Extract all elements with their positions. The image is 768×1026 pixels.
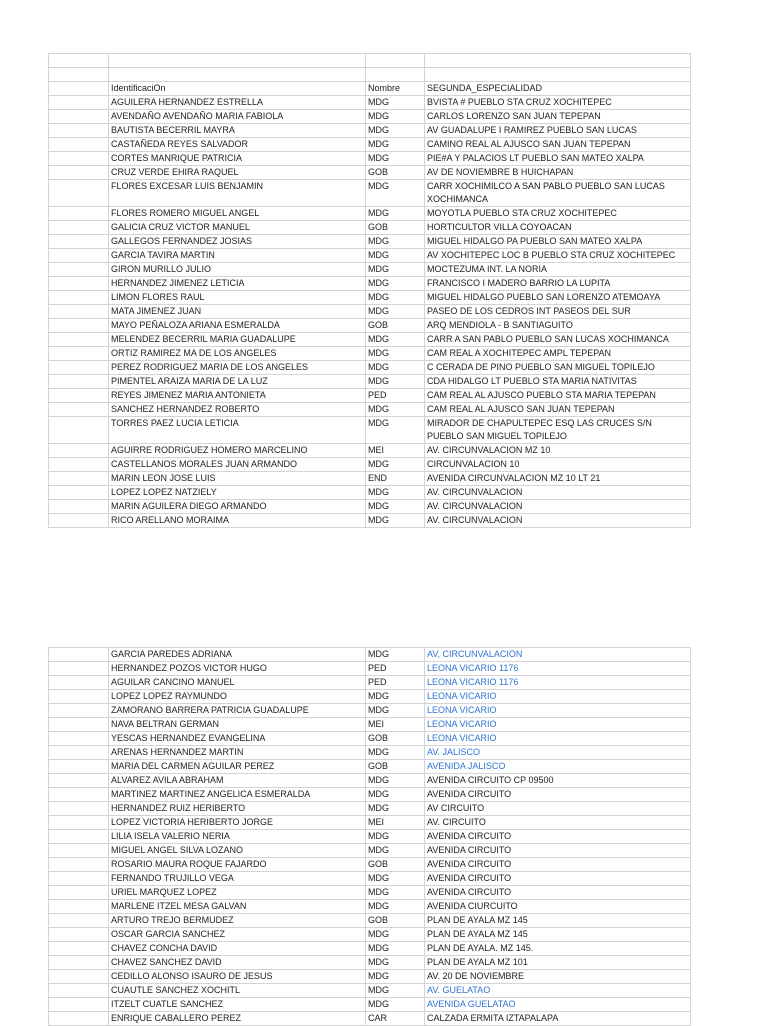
code-cell[interactable]: PED [366,389,425,403]
code-cell[interactable]: MEI [366,816,425,830]
table-row [49,760,691,774]
name-cell[interactable]: PEREZ RODRIGUEZ MARIA DE LOS ANGELES [109,361,366,375]
name-cell[interactable]: CEDILLO ALONSO ISAURO DE JESUS [109,970,366,984]
name-cell[interactable]: MARIN LEON JOSE LUIS [109,472,366,486]
name-cell[interactable]: GIRON MURILLO JULIO [109,263,366,277]
code-cell[interactable]: MDG [366,872,425,886]
row-index-cell[interactable] [49,760,109,774]
row-index-cell[interactable] [49,221,109,235]
address-cell[interactable]: AV. CIRCUNVALACION MZ 10 [425,444,691,458]
row-index-cell[interactable] [49,774,109,788]
name-cell[interactable]: CUAUTLE SANCHEZ XOCHITL [109,984,366,998]
address-cell[interactable]: AVENIDA CIRCUITO [425,830,691,844]
address-cell[interactable]: AVENIDA CIRCUITO [425,788,691,802]
table-row [49,138,691,152]
table-row [49,956,691,970]
table-row [49,858,691,872]
row-index-cell[interactable] [49,361,109,375]
code-cell[interactable]: MDG [366,648,425,662]
name-cell[interactable]: LIMON FLORES RAUL [109,291,366,305]
code-cell[interactable]: MDG [366,347,425,361]
name-cell[interactable]: CORTES MANRIQUE PATRICIA [109,152,366,166]
table-row [49,472,691,486]
row-index-cell[interactable] [49,858,109,872]
row-index-cell[interactable] [49,676,109,690]
address-cell[interactable]: FRANCISCO I MADERO BARRIO LA LUPITA [425,277,691,291]
table-row [49,417,691,444]
name-cell[interactable]: GALLEGOS FERNANDEZ JOSIAS [109,235,366,249]
table-row [49,844,691,858]
code-cell[interactable]: MDG [366,802,425,816]
name-cell[interactable]: LOPEZ LOPEZ NATZIELY [109,486,366,500]
row-index-cell[interactable] [49,291,109,305]
address-cell[interactable]: LEONA VICARIO [425,690,691,704]
row-index-cell[interactable] [49,263,109,277]
code-cell[interactable]: GOB [366,221,425,235]
row-index-cell[interactable] [49,788,109,802]
row-index-cell[interactable] [49,417,109,444]
table-row [49,180,691,207]
code-cell[interactable]: MDG [366,235,425,249]
name-cell[interactable]: LOPEZ VICTORIA HERIBERTO JORGE [109,816,366,830]
table-row [49,124,691,138]
row-index-cell[interactable] [49,886,109,900]
row-index-cell[interactable] [49,235,109,249]
table-row [49,249,691,263]
row-index-cell[interactable] [49,403,109,417]
name-cell[interactable]: ENRIQUE CABALLERO PEREZ [109,1012,366,1026]
table-row [49,514,691,528]
address-cell[interactable]: AVENIDA CIRCUITO [425,886,691,900]
table-row [49,263,691,277]
address-cell[interactable]: PLAN DE AYALA MZ 145 [425,914,691,928]
table-row [49,152,691,166]
row-index-cell[interactable] [49,956,109,970]
cell[interactable] [425,54,691,68]
table-row [49,704,691,718]
row-index-cell[interactable] [49,816,109,830]
code-cell[interactable]: MDG [366,138,425,152]
row-index-cell[interactable] [49,514,109,528]
code-cell[interactable]: MDG [366,746,425,760]
table-row [49,676,691,690]
row-index-cell[interactable] [49,472,109,486]
code-cell[interactable]: MDG [366,333,425,347]
code-cell[interactable]: MDG [366,180,425,207]
name-cell[interactable]: ARTURO TREJO BERMUDEZ [109,914,366,928]
cell[interactable] [49,68,109,82]
row-index-cell[interactable] [49,389,109,403]
row-index-cell[interactable] [49,166,109,180]
address-cell[interactable]: AV DE NOVIEMBRE B HUICHAPAN [425,166,691,180]
table-row [49,305,691,319]
row-index-cell[interactable] [49,138,109,152]
name-cell[interactable]: MARTINEZ MARTINEZ ANGELICA ESMERALDA [109,788,366,802]
address-cell[interactable]: AV. CIRCUNVALACION [425,514,691,528]
cell[interactable] [366,68,425,82]
address-cell[interactable]: CAM REAL A XOCHITEPEC AMPL TEPEPAN [425,347,691,361]
cell[interactable] [366,54,425,68]
row-index-cell[interactable] [49,124,109,138]
empty-row [49,68,691,82]
table-row [49,207,691,221]
address-cell[interactable]: AVENIDA CIRCUITO [425,844,691,858]
address-cell[interactable]: PIE#A Y PALACIOS LT PUEBLO SAN MATEO XALPA [425,152,691,166]
name-cell[interactable]: MARLENE ITZEL MESA GALVAN [109,900,366,914]
name-cell[interactable]: ITZELT CUATLE SANCHEZ [109,998,366,1012]
row-index-cell[interactable] [49,110,109,124]
code-cell[interactable]: MDG [366,956,425,970]
address-cell[interactable]: CAM REAL AL AJUSCO SAN JUAN TEPEPAN [425,403,691,417]
code-cell[interactable]: CAR [366,1012,425,1026]
code-cell[interactable]: MDG [366,928,425,942]
row-index-cell[interactable] [49,152,109,166]
table-row [49,648,691,662]
code-cell[interactable]: MDG [366,942,425,956]
code-cell[interactable]: MDG [366,263,425,277]
name-cell[interactable]: CHAVEZ CONCHA DAVID [109,942,366,956]
code-cell[interactable]: MEI [366,718,425,732]
name-cell[interactable]: YESCAS HERNANDEZ EVANGELINA [109,732,366,746]
row-index-cell[interactable] [49,746,109,760]
code-cell[interactable]: MDG [366,152,425,166]
address-cell[interactable]: AVENIDA GUELATAO [425,998,691,1012]
row-index-cell[interactable] [49,830,109,844]
row-index-cell[interactable] [49,900,109,914]
row-index-cell[interactable] [49,662,109,676]
name-cell[interactable]: ALVAREZ AVILA ABRAHAM [109,774,366,788]
address-cell[interactable]: AV. CIRCUNVALACION [425,486,691,500]
name-cell[interactable]: CASTELLANOS MORALES JUAN ARMANDO [109,458,366,472]
address-cell[interactable]: MOYOTLA PUEBLO STA CRUZ XOCHITEPEC [425,207,691,221]
name-cell[interactable]: MATA JIMENEZ JUAN [109,305,366,319]
code-cell[interactable]: MDG [366,970,425,984]
row-index-cell[interactable] [49,375,109,389]
address-cell[interactable]: MIGUEL HIDALGO PA PUEBLO SAN MATEO XALPA [425,235,691,249]
code-cell[interactable]: PED [366,676,425,690]
address-cell[interactable]: AVENIDA CIRCUITO [425,872,691,886]
row-index-cell[interactable] [49,718,109,732]
name-cell[interactable]: AGUILAR CANCINO MANUEL [109,676,366,690]
code-cell[interactable]: MDG [366,361,425,375]
name-cell[interactable]: LILIA ISELA VALERIO NERIA [109,830,366,844]
header-segunda-especialidad[interactable]: SEGUNDA_ESPECIALIDAD [425,82,691,96]
name-cell[interactable]: SANCHEZ HERNANDEZ ROBERTO [109,403,366,417]
table-row [49,110,691,124]
address-cell[interactable]: AVENIDA CIURCUITO [425,900,691,914]
row-index-cell[interactable] [49,984,109,998]
address-cell[interactable]: CARR A SAN PABLO PUEBLO SAN LUCAS XOCHIMANCA [425,333,691,347]
code-cell[interactable]: MDG [366,110,425,124]
name-cell[interactable]: BAUTISTA BECERRIL MAYRA [109,124,366,138]
address-cell[interactable]: AV. CIRCUITO [425,816,691,830]
address-cell[interactable]: AV. GUELATAO [425,984,691,998]
row-index-cell[interactable] [49,690,109,704]
code-cell[interactable]: GOB [366,319,425,333]
name-cell[interactable]: TORRES PAEZ LUCIA LETICIA [109,417,366,444]
address-cell[interactable]: MIRADOR DE CHAPULTEPEC ESQ LAS CRUCES S/N PUEBLO SAN MIGUEL TOPILEJO [425,417,691,444]
code-cell[interactable]: MDG [366,900,425,914]
address-cell[interactable]: LEONA VICARIO 1176 [425,676,691,690]
row-index-cell[interactable] [49,998,109,1012]
name-cell[interactable]: ORTIZ RAMIREZ MA DE LOS ANGELES [109,347,366,361]
table-row [49,830,691,844]
row-index-cell[interactable] [49,500,109,514]
header-nombre[interactable]: Nombre [366,82,425,96]
address-cell[interactable]: LEONA VICARIO [425,718,691,732]
code-cell[interactable]: MDG [366,500,425,514]
code-cell[interactable]: PED [366,662,425,676]
code-cell[interactable]: MDG [366,704,425,718]
address-cell[interactable]: AV, CIRCUNVALACION [425,648,691,662]
row-index-cell[interactable] [49,802,109,816]
table-row [49,389,691,403]
cell[interactable] [109,54,366,68]
code-cell[interactable]: MDG [366,96,425,110]
name-cell[interactable]: AVENDAÑO AVENDAÑO MARIA FABIOLA [109,110,366,124]
cell[interactable] [49,54,109,68]
table-row [49,277,691,291]
address-cell[interactable]: PLAN DE AYALA MZ 101 [425,956,691,970]
address-cell[interactable]: C CERADA DE PINO PUEBLO SAN MIGUEL TOPILEJO [425,361,691,375]
name-cell[interactable]: MAYO PEÑALOZA ARIANA ESMERALDA [109,319,366,333]
table-row [49,788,691,802]
table-row [49,662,691,676]
row-index-cell[interactable] [49,333,109,347]
table-row [49,166,691,180]
name-cell[interactable]: GARCIA TAVIRA MARTIN [109,249,366,263]
row-index-cell[interactable] [49,732,109,746]
address-cell[interactable]: PASEO DE LOS CEDROS INT PASEOS DEL SUR [425,305,691,319]
table-row [49,500,691,514]
address-cell[interactable]: AVENIDA JALISCO [425,760,691,774]
address-cell[interactable]: AVENIDA CIRCUNVALACION MZ 10 LT 21 [425,472,691,486]
table-row [49,886,691,900]
table-row [49,361,691,375]
code-cell[interactable]: END [366,472,425,486]
code-cell[interactable]: MDG [366,305,425,319]
table-row [49,486,691,500]
code-cell[interactable]: GOB [366,858,425,872]
table-row [49,403,691,417]
table-row [49,774,691,788]
code-cell[interactable]: MDG [366,486,425,500]
name-cell[interactable]: MIGUEL ANGEL SILVA LOZANO [109,844,366,858]
address-cell[interactable]: BVISTA # PUEBLO STA CRUZ XOCHITEPEC [425,96,691,110]
spreadsheet-table-bottom [48,647,691,1026]
row-index-cell[interactable] [49,704,109,718]
name-cell[interactable]: PIMENTEL ARAIZA MARIA DE LA LUZ [109,375,366,389]
table-row [49,375,691,389]
address-cell[interactable]: CARR XOCHIMILCO A SAN PABLO PUEBLO SAN LUCAS XOCHIMANCA [425,180,691,207]
code-cell[interactable]: MDG [366,403,425,417]
code-cell[interactable]: GOB [366,732,425,746]
code-cell[interactable]: MDG [366,291,425,305]
name-cell[interactable]: RICO ARELLANO MORAIMA [109,514,366,528]
code-cell[interactable]: MDG [366,124,425,138]
address-cell[interactable]: LEONA VICARIO 1176 [425,662,691,676]
code-cell[interactable]: MDG [366,417,425,444]
code-cell[interactable]: GOB [366,760,425,774]
code-cell[interactable]: MDG [366,886,425,900]
table-row [49,347,691,361]
code-cell[interactable]: MDG [366,458,425,472]
row-index-cell[interactable] [49,928,109,942]
row-index-cell[interactable] [49,1012,109,1026]
name-cell[interactable]: URIEL MARQUEZ LOPEZ [109,886,366,900]
address-cell[interactable]: CDA HIDALGO LT PUEBLO STA MARIA NATIVITAS [425,375,691,389]
name-cell[interactable]: OSCAR GARCIA SANCHEZ [109,928,366,942]
name-cell[interactable]: HERNANDEZ RUIZ HERIBERTO [109,802,366,816]
cell[interactable] [49,82,109,96]
row-index-cell[interactable] [49,305,109,319]
address-cell[interactable]: AVENIDA CIRCUITO [425,858,691,872]
code-cell[interactable]: MDG [366,984,425,998]
table-row [49,444,691,458]
code-cell[interactable]: MDG [366,830,425,844]
table-row [49,816,691,830]
table-row [49,928,691,942]
cell[interactable] [425,68,691,82]
code-cell[interactable]: MDG [366,514,425,528]
row-index-cell[interactable] [49,458,109,472]
row-index-cell[interactable] [49,444,109,458]
code-cell[interactable]: MDG [366,249,425,263]
table-row [49,221,691,235]
address-cell[interactable]: CALZADA ERMITA IZTAPALAPA [425,1012,691,1026]
address-cell[interactable]: CARLOS LORENZO SAN JUAN TEPEPAN [425,110,691,124]
row-index-cell[interactable] [49,347,109,361]
table-row [49,690,691,704]
name-cell[interactable]: GALICIA CRUZ VICTOR MANUEL [109,221,366,235]
table-row [49,746,691,760]
name-cell[interactable]: FERNANDO TRUJILLO VEGA [109,872,366,886]
address-cell[interactable]: LEONA VICARIO [425,704,691,718]
name-cell[interactable]: AGUILERA HERNANDEZ ESTRELLA [109,96,366,110]
table-row [49,732,691,746]
address-cell[interactable]: AV. CIRCUNVALACION [425,500,691,514]
table-row [49,235,691,249]
row-index-cell[interactable] [49,319,109,333]
table-row [49,96,691,110]
address-cell[interactable]: AV. 20 DE NOVIEMBRE [425,970,691,984]
row-index-cell[interactable] [49,180,109,207]
address-cell[interactable]: AV GUADALUPE I RAMIREZ PUEBLO SAN LUCAS [425,124,691,138]
row-index-cell[interactable] [49,914,109,928]
table-row [49,914,691,928]
address-cell[interactable]: LEONA VICARIO [425,732,691,746]
header-row [49,82,691,96]
name-cell[interactable]: HERNANDEZ POZOS VICTOR HUGO [109,662,366,676]
row-index-cell[interactable] [49,970,109,984]
table-row [49,872,691,886]
name-cell[interactable]: AGUIRRE RODRIGUEZ HOMERO MARCELINO [109,444,366,458]
address-cell[interactable]: PLAN DE AYALA MZ 145 [425,928,691,942]
address-cell[interactable]: MIGUEL HIDALGO PUEBLO SAN LORENZO ATEMOAYA [425,291,691,305]
address-cell[interactable]: AVENIDA CIRCUITO CP 09500 [425,774,691,788]
table-row [49,802,691,816]
table-row [49,718,691,732]
row-index-cell[interactable] [49,844,109,858]
cell[interactable] [109,68,366,82]
row-index-cell[interactable] [49,249,109,263]
name-cell[interactable]: NAVA BELTRAN GERMAN [109,718,366,732]
address-cell[interactable]: AV XOCHITEPEC LOC B PUEBLO STA CRUZ XOCHITEPEC [425,249,691,263]
address-cell[interactable]: CAM REAL AL AJUSCO PUEBLO STA MARIA TEPEPAN [425,389,691,403]
code-cell[interactable]: GOB [366,166,425,180]
table-row [49,458,691,472]
row-index-cell[interactable] [49,96,109,110]
address-cell[interactable]: ARQ MENDIOLA - B SANTIAGUITO [425,319,691,333]
name-cell[interactable]: CASTAÑEDA REYES SALVADOR [109,138,366,152]
row-index-cell[interactable] [49,648,109,662]
name-cell[interactable]: CRUZ VERDE EHIRA RAQUEL [109,166,366,180]
address-cell[interactable]: CAMINO REAL AL AJUSCO SAN JUAN TEPEPAN [425,138,691,152]
address-cell[interactable]: AV CIRCUITO [425,802,691,816]
code-cell[interactable]: MDG [366,774,425,788]
address-cell[interactable]: AV. JALISCO [425,746,691,760]
name-cell[interactable]: CHAVEZ SANCHEZ DAVID [109,956,366,970]
row-index-cell[interactable] [49,942,109,956]
address-cell[interactable]: HORTICULTOR VILLA COYOACAN [425,221,691,235]
table-row [49,970,691,984]
name-cell[interactable]: FLORES ROMERO MIGUEL ANGEL [109,207,366,221]
name-cell[interactable]: LOPEZ LOPEZ RAYMUNDO [109,690,366,704]
code-cell[interactable]: MDG [366,375,425,389]
address-cell[interactable]: CIRCUNVALACION 10 [425,458,691,472]
code-cell[interactable]: MDG [366,998,425,1012]
name-cell[interactable]: GARCIA PAREDES ADRIANA [109,648,366,662]
address-cell[interactable]: MOCTEZUMA INT. LA NORIA [425,263,691,277]
code-cell[interactable]: GOB [366,914,425,928]
name-cell[interactable]: ZAMORANO BARRERA PATRICIA GUADALUPE [109,704,366,718]
code-cell[interactable]: MDG [366,207,425,221]
table-row [49,942,691,956]
code-cell[interactable]: MDG [366,788,425,802]
row-index-cell[interactable] [49,872,109,886]
code-cell[interactable]: MEI [366,444,425,458]
name-cell[interactable]: MARIN AGUILERA DIEGO ARMANDO [109,500,366,514]
table-row [49,998,691,1012]
row-index-cell[interactable] [49,277,109,291]
header-identificacion[interactable]: IdentificaciOn [109,82,366,96]
code-cell[interactable]: MDG [366,277,425,291]
name-cell[interactable]: HERNANDEZ JIMENEZ LETICIA [109,277,366,291]
name-cell[interactable]: MARIA DEL CARMEN AGUILAR PEREZ [109,760,366,774]
name-cell[interactable]: ARENAS HERNANDEZ MARTIN [109,746,366,760]
row-index-cell[interactable] [49,486,109,500]
name-cell[interactable]: MELENDEZ BECERRIL MARIA GUADALUPE [109,333,366,347]
table-row [49,984,691,998]
address-cell[interactable]: PLAN DE AYALA. MZ 145. [425,942,691,956]
table-row [49,319,691,333]
code-cell[interactable]: MDG [366,844,425,858]
table-row [49,1012,691,1026]
table-row [49,291,691,305]
empty-row [49,54,691,68]
name-cell[interactable]: ROSARIO MAURA ROQUE FAJARDO [109,858,366,872]
spreadsheet-table-top [48,53,691,528]
table-row [49,333,691,347]
code-cell[interactable]: MDG [366,690,425,704]
name-cell[interactable]: FLORES EXCESAR LUIS BENJAMIN [109,180,366,207]
table-row [49,900,691,914]
name-cell[interactable]: REYES JIMENEZ MARIA ANTONIETA [109,389,366,403]
row-index-cell[interactable] [49,207,109,221]
